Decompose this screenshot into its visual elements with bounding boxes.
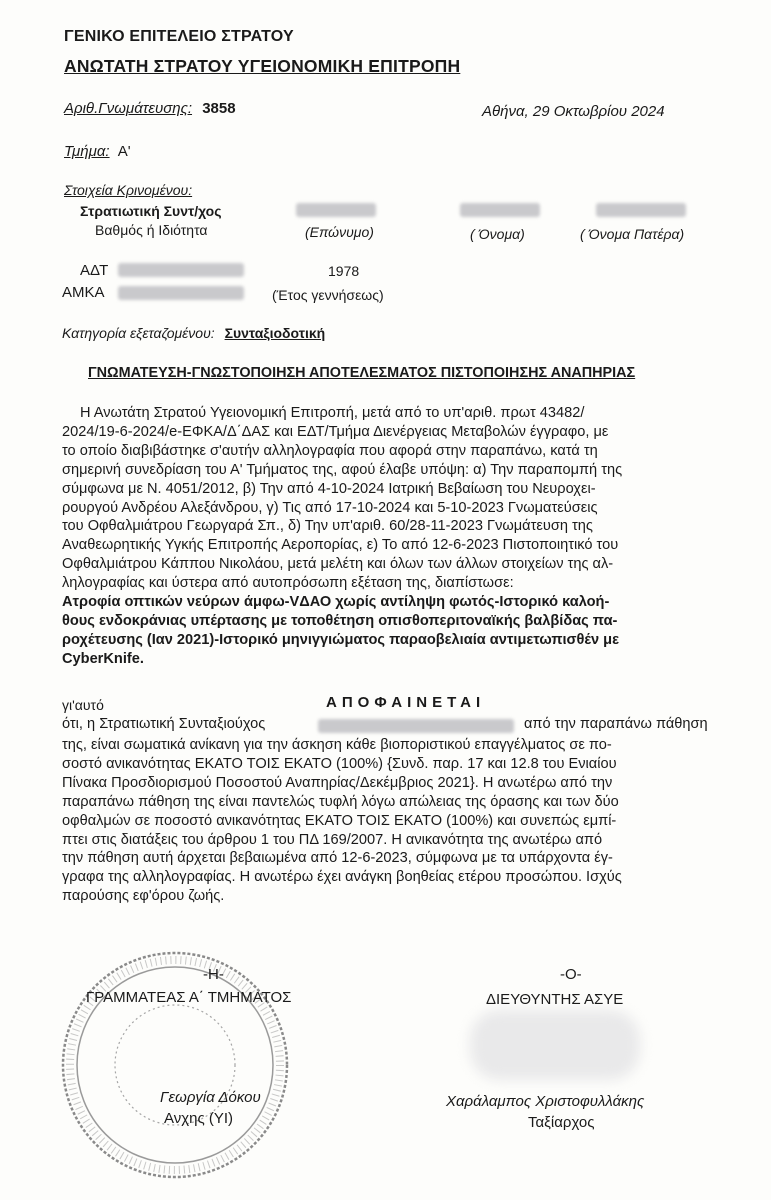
category-value: Συνταξιοδοτική bbox=[224, 325, 326, 341]
body-line: σημερινή συνεδρίαση του Α' Τμήματος της, αφού έλαβε υπόψη: α) Την παραπομπή της bbox=[62, 461, 623, 478]
left-signer-rank: Ανχης (ΥΙ) bbox=[164, 1110, 234, 1127]
diagnosis-line: θους ενδοκράνιας υπέρτασης με τοποθέτηση οπισθοπεριτοναϊκής βαλβίδας πα- bbox=[62, 612, 618, 629]
surname-label: (Επώνυμο) bbox=[305, 224, 374, 240]
redacted-surname bbox=[296, 203, 376, 217]
decision-line: γραφα της αλληλογραφίας. Η ανωτέρω έχει ανάγκη βοηθείας ετέρου προσώπου. Ισχύς bbox=[62, 869, 622, 886]
right-signer-rank: Ταξίαρχος bbox=[528, 1114, 595, 1131]
right-signer-title: ΔΙΕΥΘΥΝΤΗΣ ΑΣΥΕ bbox=[486, 991, 624, 1008]
decision-line: Πίνακα Προσδιορισμού Ποσοστού Αναπηρίας/Δεκέμβριος 2021}. Η ανωτέρω από την bbox=[62, 774, 613, 791]
body-line: του Οφθαλμιάτρου Γεωργαρά Σπ., δ) Την υπ'αριθ. 60/28-11-2023 Γνωμάτευση της bbox=[62, 518, 593, 535]
category-row bbox=[62, 325, 325, 341]
section-row bbox=[64, 143, 131, 160]
right-signer-name: Χαράλαμπος Χριστοφυλλάκης bbox=[446, 1093, 645, 1110]
name-label: ( Όνομα) bbox=[470, 226, 525, 242]
birth-year-label: (Έτος γεννήσεως) bbox=[272, 287, 384, 303]
body-line: το οποίο διαβιβάστηκε σ'αυτήν αλληλογραφία που αφορά στην παραπάνω, κατά τη bbox=[62, 442, 598, 459]
decision-line: παραπάνω πάθηση της είναι παντελώς τυφλή λόγω απώλειας της όρασης και των δύο bbox=[62, 793, 619, 810]
right-mark: -Ο- bbox=[560, 966, 582, 983]
decision-line: παρούσης εφ'όρου ζωής. bbox=[62, 888, 225, 905]
diagnosis-line: Ατροφία οπτικών νεύρων άμφω-VΔΑΟ χωρίς αντίληψη φωτός-Ιστορικό καλοή- bbox=[62, 594, 610, 611]
body-line: σύμφωνα με Ν. 4051/2012, β) Την από 4-10-2024 Ιατρική Βεβαίωση του Νευροχει- bbox=[62, 480, 596, 497]
ref-row bbox=[64, 100, 236, 117]
redacted-father-name bbox=[596, 203, 686, 217]
ref-number: 3858 bbox=[202, 100, 236, 117]
examinee-role: Στρατιωτική Συντ/χος bbox=[80, 203, 222, 219]
redacted-amka bbox=[118, 286, 244, 300]
section-label: Τμήμα: bbox=[64, 143, 110, 160]
left-signer-name: Γεωργία Δόκου bbox=[160, 1089, 261, 1106]
decision-paragraph bbox=[62, 736, 738, 906]
redacted-examinee-name bbox=[318, 719, 514, 733]
decision-line: την πάθηση αυτή άρχεται βεβαιωμένα από 12-6-2023, σύμφωνα με τα υπάρχοντα έγ- bbox=[62, 850, 613, 867]
father-name-label: ( Όνομα Πατέρα) bbox=[580, 226, 685, 242]
diagnosis-line: ροχέτευσης (Ιαν 2021)-Ιστορικό μηνιγγιώματος παραοβελιαία αντιμετωπισθέν με bbox=[62, 631, 620, 648]
decision-first-line bbox=[62, 716, 265, 732]
document-title: ΓΝΩΜΑΤΕΥΣΗ-ΓΝΩΣΤΟΠΟΙΗΣΗ ΑΠΟΤΕΛΕΣΜΑΤΟΣ ΠΙΣΤΟΠΟΙΗΣΗΣ ΑΝΑΠΗΡΙΑΣ bbox=[88, 365, 636, 381]
body-line: Αναθεωρητικής Υγκής Επιτροπής Αεροπορίας, ε) Το από 12-6-2023 Πιστοποιητικό του bbox=[62, 537, 619, 554]
decision-line: πτει στις διατάξεις του άρθρου 1 του ΠΔ 169/2007. Η ανικανότητα της ανωτέρω από bbox=[62, 831, 603, 848]
decision-line: της, είναι σωματικά ανίκανη για την άσκηση κάθε βιοποριστικού επαγγέλματος σε πο- bbox=[62, 737, 612, 753]
amka-label: ΑΜΚΑ bbox=[62, 284, 105, 301]
org-line-1: ΓΕΝΙΚΟ ΕΠΙΤΕΛΕΙΟ ΣΤΡΑΤΟΥ bbox=[64, 28, 294, 45]
official-seal-icon bbox=[55, 945, 295, 1185]
body-line: ληλογραφίας και ύστερα από αυτοπρόσωπη εξέταση της, διαπίστωσε: bbox=[62, 575, 514, 592]
category-label: Κατηγορία εξεταζομένου: bbox=[62, 325, 215, 341]
left-mark: -Η- bbox=[203, 966, 224, 983]
for-this-text: γι'αυτό bbox=[62, 697, 104, 713]
examinee-heading: Στοιχεία Κρινομένου: bbox=[64, 182, 193, 198]
left-signer-title: ΓΡΑΜΜΑΤΕΑΣ Α΄ ΤΜΗΜΑΤΟΣ bbox=[86, 989, 292, 1006]
decision-heading: ΑΠΟΦΑΙΝΕΤΑΙ bbox=[326, 694, 486, 711]
diagnosis-line: CyberKnife. bbox=[62, 650, 144, 667]
adt-label: ΑΔΤ bbox=[80, 262, 109, 279]
rank-label: Βαθμός ή Ιδιότητα bbox=[95, 222, 208, 238]
doc-date: Αθήνα, 29 Οκτωβρίου 2024 bbox=[482, 103, 665, 120]
decision-line: οφθαλμών σε ποσοστό ανικανότητας ΕΚΑΤΟ ΤΟΙΣ ΕΚΑΤΟ (100%) και συνεπώς εμπί- bbox=[62, 812, 617, 829]
body-line: Η Ανωτάτη Στρατού Υγειονομική Επιτροπή, μετά από το υπ'αριθ. πρωτ 43482/ bbox=[80, 405, 585, 421]
birth-year: 1978 bbox=[328, 263, 360, 279]
org-line-2: ΑΝΩΤΑΤΗ ΣΤΡΑΤΟΥ ΥΓΕΙΟΝΟΜΙΚΗ ΕΠΙΤΡΟΠΗ bbox=[64, 56, 461, 76]
decision-first-tail: από την παραπάνω πάθηση bbox=[524, 716, 708, 732]
section-value: Α' bbox=[117, 143, 131, 160]
body-line: ρουργού Ανδρέου Αλεξάνδρου, γ) Τις από 17-10-2024 και 5-10-2023 Γνωματεύσεις bbox=[62, 499, 598, 516]
signature-redaction bbox=[470, 1010, 640, 1080]
body-line: Οφθαλμιάτρου Κάππου Νικολάου, μετά μελέτη και όλων των άλλων στοιχείων της αλ- bbox=[62, 556, 614, 573]
redacted-name bbox=[460, 203, 540, 217]
body-line: 2024/19-6-2024/e-ΕΦΚΑ/Δ΄ΔΑΣ και ΕΔΤ/Τμήμα Διενέργειας Μεταβολών έγγραφο, με bbox=[62, 423, 609, 440]
body-paragraph bbox=[62, 404, 738, 669]
decision-line: σοστό ανικανότητας ΕΚΑΤΟ ΤΟΙΣ ΕΚΑΤΟ (100%) {Συνδ. παρ. 17 και 12.8 του Ενιαίου bbox=[62, 755, 617, 772]
decision-first-text: ότι, η Στρατιωτική Συνταξιούχος bbox=[62, 716, 266, 732]
redacted-adt bbox=[118, 263, 244, 277]
ref-label: Αριθ.Γνωμάτευσης: bbox=[64, 100, 193, 117]
